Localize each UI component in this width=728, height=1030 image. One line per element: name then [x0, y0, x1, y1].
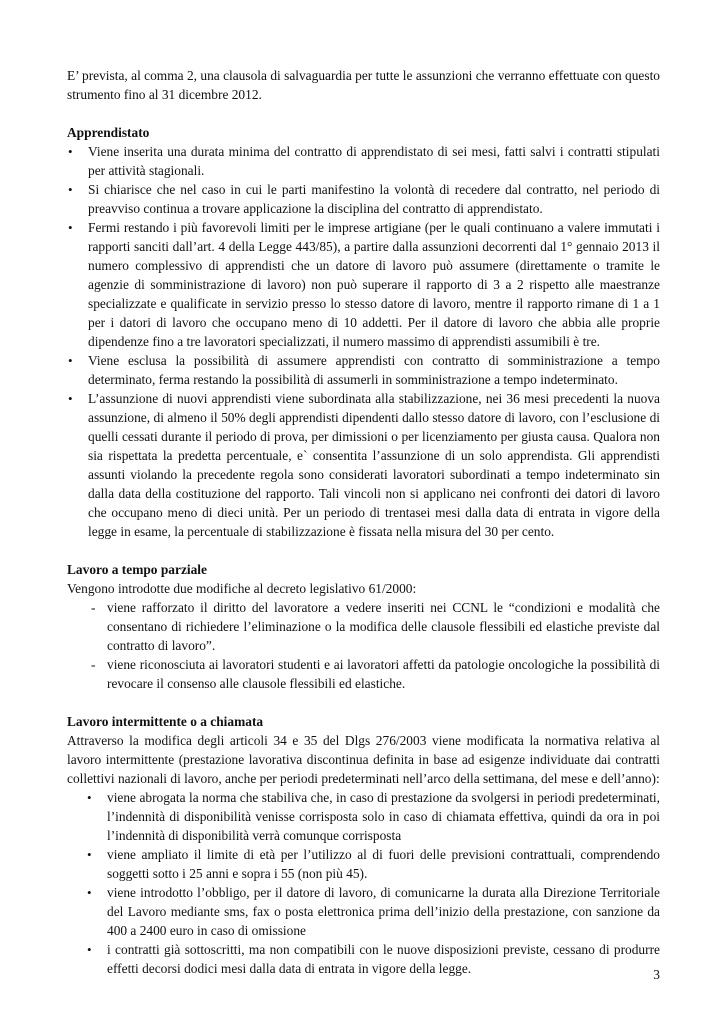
- intermittente-list: [67, 788, 660, 978]
- bullet-icon: •: [68, 220, 73, 235]
- list-item: • viene abrogata la norma che stabiliva che, in caso di prestazione da svolgersi in periodi predeterminati, l’indennità di disponibilità venisse corrisposta solo in caso di chiamata effettiva, quindi da ora in poi l’indennità di disponibilità verrà comunque corrisposta: [87, 790, 660, 843]
- intermittente-lead: Attraverso la modifica degli articoli 34 e 35 del Dlgs 276/2003 viene modificata la normativa relativa al lavoro intermittente (prestazione lavorativa discontinua definita in base ad esigenze individuate dai contratti collettivi nazionali di lavoro, anche per periodi predeterminati nell’arco della settimana, del mese e dell’anno):: [67, 733, 660, 786]
- section-title-parziale: Lavoro a tempo parziale: [67, 562, 207, 577]
- bullet-icon: •: [68, 144, 73, 159]
- bullet-icon: •: [87, 885, 92, 900]
- list-item: - viene rafforzato il diritto del lavoratore a vedere inseriti nei CCNL le “condizioni e modalità che consentano di richiedere l’eliminazione o la modifica delle clausole flessibili ed elastiche previste dal contratto di lavoro”.: [91, 600, 660, 653]
- bullet-icon: •: [68, 391, 73, 406]
- list-item: • Viene inserita una durata minima del contratto di apprendistato di sei mesi, fatti salvi i contratti stipulati per attività stagionali.: [68, 144, 660, 178]
- document-page: [67, 66, 660, 978]
- apprendistato-list: [67, 142, 660, 541]
- list-item: • viene introdotto l’obbligo, per il datore di lavoro, di comunicarne la durata alla Direzione Territoriale del Lavoro mediante sms, fax o posta elettronica prima dell’inizio della prestazione, con sanzione da 400 a 2400 euro in caso di omissione: [87, 885, 660, 938]
- parziale-list: [67, 598, 660, 693]
- list-item: • Viene esclusa la possibilità di assumere apprendisti con contratto di somministrazione a tempo determinato, ferma restando la possibilità di assumerli in somministrazione a tempo indeterminato.: [68, 353, 660, 387]
- list-item: • L’assunzione di nuovi apprendisti viene subordinata alla stabilizzazione, nei 36 mesi precedenti la nuova assunzione, di almeno il 50% degli apprendisti dipendenti dallo stesso datore di lavoro, con l’esclusione di quelli cessati durante il periodo di prova, per dimissioni o per licenziamento per giusta causa. Qualora non sia rispettata la predetta percentuale, e` consentita l’assunzione di un solo apprendista. Gli apprendisti assunti violando la precedente regola sono considerati lavoratori subordinati a tempo indeterminato sin dalla data della costituzione del rapporto. Tali vincoli non si applicano nei confronti dei datori di lavoro che occupano meno di dieci unità. Per un periodo di trentasei mesi dalla data di entrata in vigore della legge in esame, la percentuale di stabilizzazione è fissata nella misura del 30 per cento.: [68, 391, 660, 539]
- bullet-icon: •: [87, 790, 92, 805]
- list-item: • i contratti già sottoscritti, ma non compatibili con le nuove disposizioni previste, cessano di produrre effetti decorsi dodici mesi dalla data di entrata in vigore della legge.: [87, 942, 660, 976]
- dash-icon: -: [91, 600, 96, 615]
- dash-icon: -: [91, 657, 96, 672]
- section-title-apprendistato: Apprendistato: [67, 125, 150, 140]
- list-item: • Si chiarisce che nel caso in cui le parti manifestino la volontà di recedere dal contratto, nel periodo di preavviso continua a trovare applicazione la disciplina del contratto di apprendistato.: [68, 182, 660, 216]
- list-item: • viene ampliato il limite di età per l’utilizzo al di fuori delle previsioni contrattuali, comprendendo soggetti sotto i 25 anni e sopra i 55 (non più 45).: [87, 847, 660, 881]
- parziale-lead: Vengono introdotte due modifiche al decreto legislativo 61/2000:: [67, 581, 417, 596]
- bullet-icon: •: [87, 942, 92, 957]
- page-number: 3: [653, 967, 660, 982]
- list-item: - viene riconosciuta ai lavoratori studenti e ai lavoratori affetti da patologie oncologiche la possibilità di revocare il consenso alle clausole flessibili ed elastiche.: [91, 657, 660, 691]
- intro-paragraph: E’ prevista, al comma 2, una clausola di salvaguardia per tutte le assunzioni che verranno effettuate con questo strumento fino al 31 dicembre 2012.: [67, 68, 660, 102]
- list-item: • Fermi restando i più favorevoli limiti per le imprese artigiane (per le quali continuano a valere immutati i rapporti sanciti dall’art. 4 della Legge 443/85), a partire dalla assunzioni decorrenti dal 1° gennaio 2013 il numero complessivo di apprendisti che un datore di lavoro può assumere (direttamente o tramite le agenzie di somministrazione di lavoro) non può superare il rapporto di 3 a 2 rispetto alle maestranze specializzate e qualificate in servizio presso lo stesso datore di lavoro, mentre il rapporto rimane di 1 a 1 per i datori di lavoro che occupano meno di 10 addetti. Per il datore di lavoro che abbia alle proprie dipendenze fino a tre lavoratori specializzati, il numero massimo di apprendisti assumibili è tre.: [68, 220, 660, 349]
- bullet-icon: •: [68, 353, 73, 368]
- bullet-icon: •: [87, 847, 92, 862]
- section-title-intermittente: Lavoro intermittente o a chiamata: [67, 714, 264, 729]
- bullet-icon: •: [68, 182, 73, 197]
